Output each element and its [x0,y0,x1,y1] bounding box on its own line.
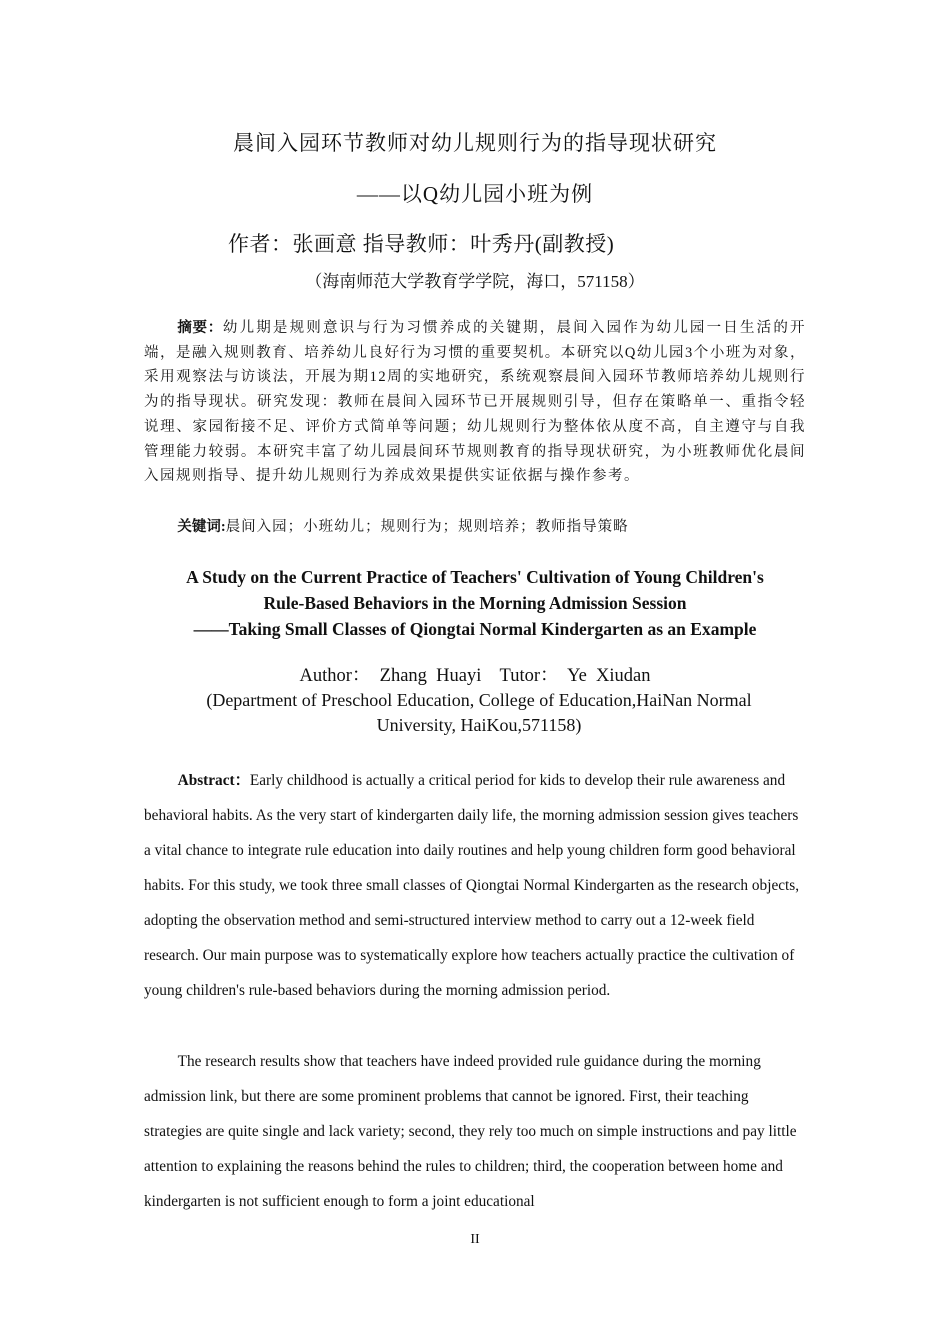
english-affiliation: (Department of Preschool Education, College of Education,HaiNan Normal University, HaiKou,571158) [206,690,752,735]
english-abstract-paragraph-2: The research results show that teachers have indeed provided rule guidance during the morning admission link, but there are some prominent problems that cannot be ignored. First, their teaching strategies are quite single and lack variety; second, they rely too much on simple instructions and pay little attention to explaining the reasons behind the rules to children; third, the cooperation between home and kindergarten is not sufficient enough to form a joint educational [144,1053,797,1210]
chinese-abstract-text: 幼儿期是规则意识与行为习惯养成的关键期，晨间入园作为幼儿园一日生活的开端，是融入规则教育、培养幼儿良好行为习惯的重要契机。本研究以Q幼儿园3个小班为对象，采用观察法与访谈法，开展为期12周的实地研究，系统观察晨间入园环节教师培养幼儿规则行为的指导现状。研究发现：教师在晨间入园环节已开展规则引导，但存在策略单一、重指令轻说理、家园衔接不足、评价方式简单等问题；幼儿规则行为整体依从度不高，自主遵守与自我管理能力较弱。本研究丰富了幼儿园晨间环节规则教育的指导现状研究，为小班教师优化晨间入园规则指导、提升幼儿规则行为养成效果提供实证依据与操作参考。 [144,320,807,485]
chinese-author-line: 作者：张画意 指导教师：叶秀丹(副教授) [228,232,615,256]
english-abstract-label: Abstract： [177,772,250,789]
chinese-abstract-label: 摘要： [177,320,223,336]
chinese-keywords-label: 关键词: [177,519,226,535]
page-number: II [470,1232,480,1247]
english-title-line-1: A Study on the Current Practice of Teachers' Cultivation of Young Children's [186,567,764,587]
english-title-line-2: Rule-Based Behaviors in the Morning Admission Session [263,593,687,613]
chinese-keywords-text: 晨间入园；小班幼儿；规则行为；规则培养；教师指导策略 [225,519,629,535]
english-abstract-text-1: Early childhood is actually a critical period for kids to develop their rule awareness and behavioral habits. As the very start of kindergarten daily life, the morning admission session gives teachers a vital chance to integrate rule education into daily routines and help young children form good behavioral habits. For this study, we took three small classes of Qiongtai Normal Kindergarten as the research objects, adopting the observation method and semi-structured interview method to carry out a 12-week field research. Our main purpose was to systematically explore how teachers actually practice the cultivation of young children's rule-based behaviors during the morning admission period. [144,772,800,999]
english-author-line: Author： Zhang Huayi Tutor： Ye Xiudan [299,666,651,686]
chinese-abstract [144,316,806,489]
english-abstract-paragraph-1 [144,763,808,1008]
chinese-keywords [144,515,806,536]
chinese-subtitle: ——以Q幼儿园小班为例 [356,182,594,206]
chinese-title: 晨间入园环节教师对幼儿规则行为的指导现状研究 [233,131,717,155]
chinese-affiliation: （海南师范大学教育学学院，海口，571158） [305,272,645,291]
english-title-line-3: ——Taking Small Classes of Qiongtai Normal Kindergarten as an Example [193,619,757,639]
english-title [150,564,800,642]
